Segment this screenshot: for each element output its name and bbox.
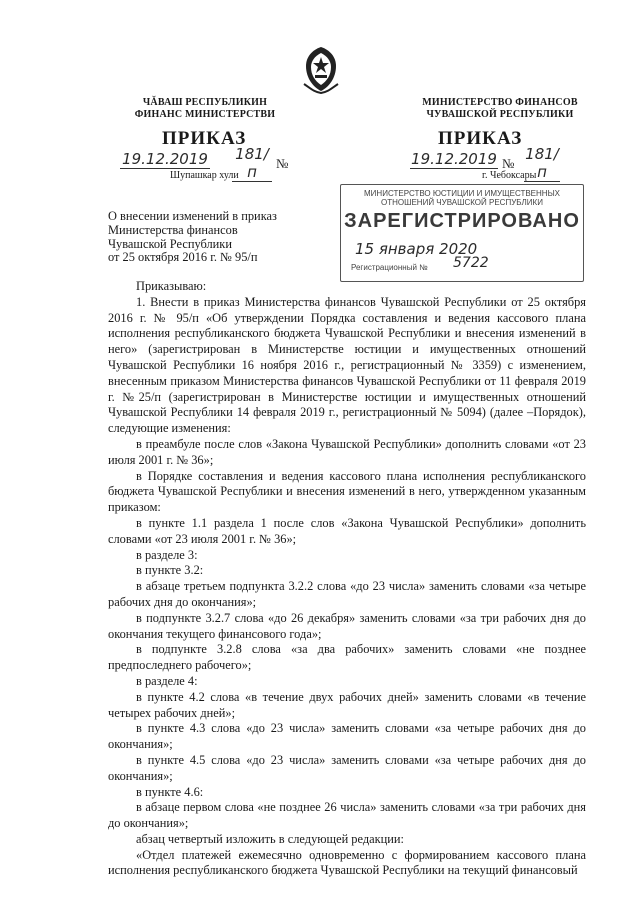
title-right: ПРИКАЗ (438, 128, 523, 149)
title-left: ПРИКАЗ (162, 128, 247, 149)
stamp-reg-label: Регистрационный № (351, 263, 428, 272)
paragraph: в абзаце первом слова «не позднее 26 числа» заменить словами «за три рабочих дня до окончания»; (108, 800, 586, 831)
paragraph: в подпункте 3.2.7 слова «до 26 декабря» заменить словами «за три рабочих дня до окончания текущего финансового года»; (108, 610, 586, 641)
right-city: г. Чебоксары (482, 170, 537, 181)
paragraph: в абзаце третьем подпункта 3.2.2 слова «до 23 числа» заменить словами «за четыре рабочих дня до окончания»; (108, 579, 586, 609)
paragraph: в пункте 3.2: (136, 563, 204, 578)
stamp-ministry (341, 189, 583, 207)
left-city: Шупашкар хули (170, 170, 239, 181)
subject-line2: Министерства финансов (108, 222, 238, 237)
header-right (405, 97, 595, 121)
header-left-line2: ФИНАНС МИНИСТЕРСТВИ (134, 109, 276, 120)
paragraph: в разделе 3: (136, 547, 198, 562)
stamp-line1: МИНИСТЕРСТВО ЮСТИЦИИ И ИМУЩЕСТВЕННЫХ (364, 189, 560, 198)
paragraph: в пункте 4.2 слова «в течение двух рабочих дней» заменить словами «в течение четырех рабочих дней»; (108, 689, 586, 720)
paragraph: в разделе 4: (136, 673, 198, 688)
paragraph: в пункте 4.6: (136, 784, 204, 799)
header-left-line1: ЧĂВАШ РЕСПУБЛИКИН (142, 97, 268, 108)
paragraph: «Отдел платежей ежемесячно одновременно с формированием кассового плана исполнения республиканского бюджета Чувашской Республики на текущий финансовый (108, 847, 586, 878)
paragraph: в Порядке составления и ведения кассового плана исполнения республиканского бюджета Чувашской Республики и внесения изменений в него, утвержденном указанным приказом: (108, 468, 586, 515)
registration-stamp (340, 184, 584, 282)
left-no-symbol: № (276, 156, 289, 171)
paragraph: в пункте 4.3 слова «до 23 числа» заменить словами «за четыре рабочих дня до окончания»; (108, 721, 586, 752)
paragraph: в пункте 4.5 слова «до 23 числа» заменить словами «за четыре рабочих дня до окончания»; (108, 752, 586, 783)
stamp-registered: ЗАРЕГИСТРИРОВАНО (344, 210, 580, 232)
paragraph: в преамбуле после слов «Закона Чувашской Республики» дополнить словами «от 23 июля 2001 г. № 36»; (108, 436, 586, 467)
subject-line3: Чувашской Республики (108, 236, 232, 251)
document-body (108, 279, 586, 879)
stamp-date: 15 января 2020 (355, 240, 478, 258)
header-right-line2: ЧУВАШСКОЙ РЕСПУБЛИКИ (426, 109, 574, 120)
subject-line1: О внесении изменений в приказ (108, 209, 277, 223)
paragraph: в пункте 1.1 раздела 1 после слов «Закона Чувашской Республики» дополнить словами «от 23 июля 2001 г. № 36»; (108, 515, 586, 546)
paragraph: 1. Внести в приказ Министерства финансов Чувашской Республики от 25 октября 2016 г. № 95/п «Об утверждении Порядка составления и ведения кассового плана исполнения республиканского бюджета Чувашской Республики и внесения изменений в него» (зарегистрирован в Министерстве юстиции и имущественных отношений Чувашской Республики 16 ноября 2016 г., регистрационный № 3359) с изменением, внесенным приказом Министерства финансов Чувашской Республики от 11 февраля 2019 г. №25/п (зарегистрирован в Министерстве юстиции и имущественных отношений Чувашской Республики 14 февраля 2019 г., регистрационный № 5094) (далее –Порядок), следующие изменения: (108, 294, 586, 436)
subject-line4: от 25 октября 2016 г. № 95/п (108, 250, 258, 265)
header-right-line1: МИНИСТЕРСТВО ФИНАНСОВ (422, 97, 578, 108)
header-left (120, 97, 290, 121)
right-no-symbol: № (502, 156, 515, 171)
left-number: 181/п (232, 145, 272, 182)
right-number: 181/п (525, 145, 559, 181)
chuvashia-emblem-icon (302, 44, 340, 94)
paragraph: в подпункте 3.2.8 слова «за два рабочих» заменить словами «не позднее предпоследнего рабочего»; (108, 642, 586, 673)
paragraph: абзац четвертый изложить в следующей редакции: (136, 831, 404, 846)
stamp-line2: ОТНОШЕНИЙ ЧУВАШСКОЙ РЕСПУБЛИКИ (381, 198, 543, 207)
right-date: 19.12.2019 (411, 150, 497, 168)
left-date: 19.12.2019 (120, 150, 210, 169)
paragraph: Приказываю: (136, 279, 207, 293)
stamp-reg-number: 5722 (453, 255, 489, 271)
document-subject (108, 210, 277, 265)
